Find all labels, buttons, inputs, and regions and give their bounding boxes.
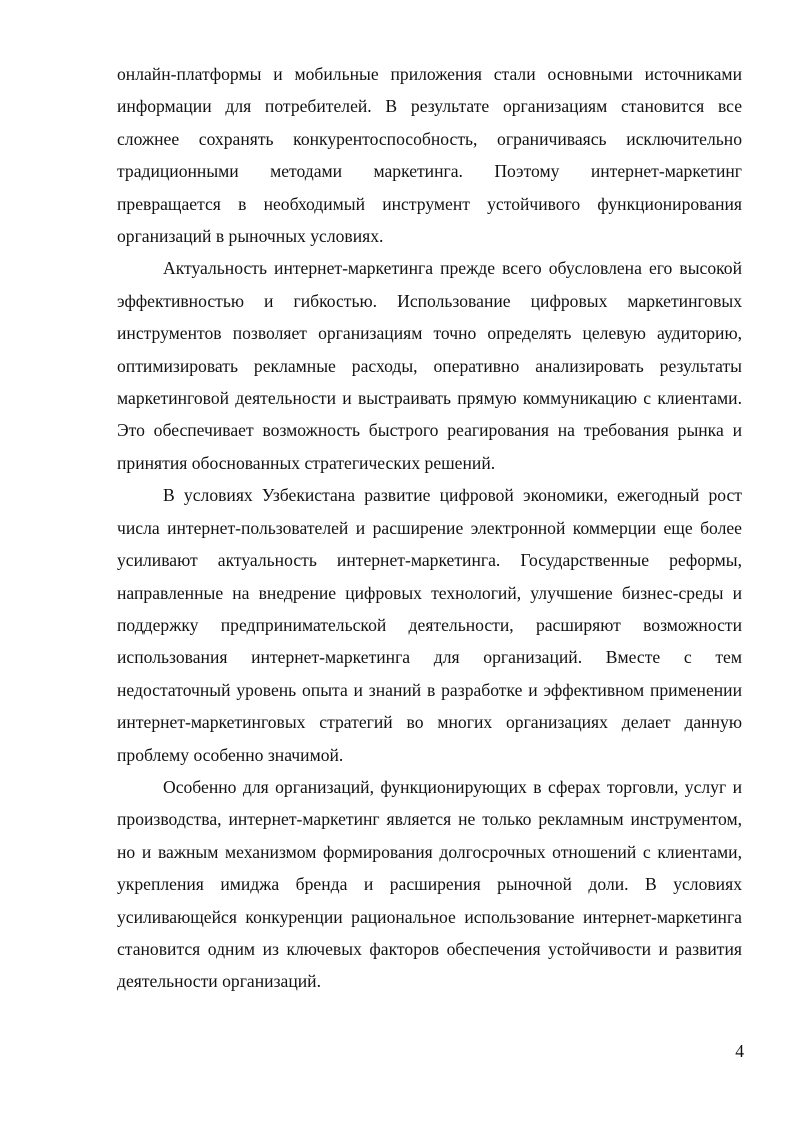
paragraph-continuation: онлайн-платформы и мобильные приложения стали основными источниками информации для потребителей. В результате организациям становится все сложнее сохранять конкурентоспособность, ограничиваясь исключительно традиционными методами маркетинга. Поэтому интернет-маркетинг превращается в необходимый инструмент устойчивого функционирования организаций в рыночных условиях. [117,64,742,247]
paragraph-relevance: Актуальность интернет-маркетинга прежде всего обусловлена его высокой эффективностью и гибкостью. Использование цифровых маркетинговых инструментов позволяет организациям точно определять целевую аудиторию, оптимизировать рекламные расходы, оперативно анализировать результаты маркетинговой деятельности и выстраивать прямую коммуникацию с клиентами. Это обеспечивает возможность быстрого реагирования на требования рынка и принятия обоснованных стратегических решений. [117,258,742,473]
page-body [117,58,742,998]
paragraph-uzbekistan: В условиях Узбекистана развитие цифровой экономики, ежегодный рост числа интернет-пользователей и расширение электронной коммерции еще более усиливают актуальность интернет-маркетинга. Государственные реформы, направленные на внедрение цифровых технологий, улучшение бизнес-среды и поддержку предпринимательской деятельности, расширяют возможности использования интернет-маркетинга для организаций. Вместе с тем недостаточный уровень опыта и знаний в разработке и эффективном применении интернет-маркетинговых стратегий во многих организациях делает данную проблему особенно значимой. [117,485,742,765]
page-number: 4 [735,1041,744,1061]
paragraph-sectors: Особенно для организаций, функционирующих в сферах торговли, услуг и производства, интернет-маркетинг является не только рекламным инструментом, но и важным механизмом формирования долгосрочных отношений с клиентами, укрепления имиджа бренда и расширения рыночной доли. В условиях усиливающейся конкуренции рациональное использование интернет-маркетинга становится одним из ключевых факторов обеспечения устойчивости и развития деятельности организаций. [117,776,742,992]
